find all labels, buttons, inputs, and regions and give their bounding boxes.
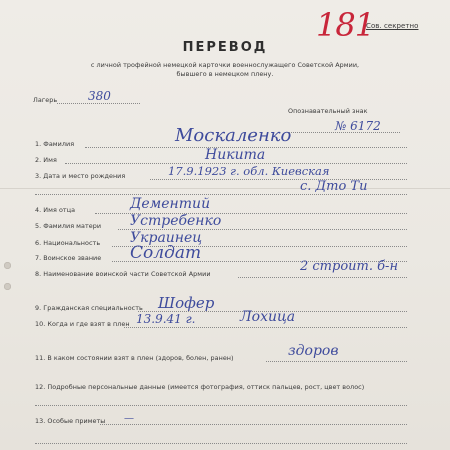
field-name-value: Никита <box>205 147 266 163</box>
stamp-number: 181 <box>316 6 375 44</box>
field-profession-value: Шофер <box>158 294 215 312</box>
paper-fold <box>0 188 450 189</box>
field-condition-label: 11. В каком состоянии взят в плен (здоров, болен, ранен) <box>35 354 234 362</box>
field-capture-label: 10. Когда и где взят в плен <box>35 320 130 328</box>
punch-hole <box>4 283 11 290</box>
field-name-label: 2. Имя <box>35 156 57 164</box>
document-subtitle: с личной трофейной немецкой карточки военнослужащего Советской Армии, <box>90 61 360 69</box>
field-condition-value: здоров <box>288 343 339 359</box>
field-birth-place-value: с. Дто Ти <box>300 179 368 194</box>
field-rank-label: 7. Воинское звание <box>35 254 102 262</box>
field-capture-date-value: 13.9.41 г. <box>136 312 196 326</box>
field-rank-value: Солдат <box>130 243 202 263</box>
id-mark-label: Опознавательный знак <box>288 107 368 115</box>
document-title: ПЕРЕВОД <box>182 40 268 55</box>
field-unit-value: 2 строит. б-н <box>300 259 399 274</box>
document-subtitle-2: бывшего в немецком плену. <box>176 70 274 78</box>
field-profession-label: 9. Гражданская специальность <box>35 304 143 312</box>
field-personal-data-label: 12. Подробные персональные данные (имеется фотография, оттиск пальцев, рост, цвет волос) <box>35 383 365 391</box>
field-marks-value: — <box>124 413 134 424</box>
field-father-label: 4. Имя отца <box>35 206 76 214</box>
field-unit-label: 8. Наименование воинской части Советской Армии <box>35 270 211 278</box>
punch-hole <box>4 262 11 269</box>
field-mother-label: 5. Фамилия матери <box>35 222 102 230</box>
id-mark-value: № 6172 <box>335 119 381 133</box>
field-birth-label: 3. Дата и место рождения <box>35 172 126 180</box>
field-capture-place-value: Лохица <box>240 309 296 325</box>
field-nationality-value: Украинец <box>130 230 203 246</box>
field-surname-value: Москаленко <box>175 125 292 146</box>
field-father-value: Дементий <box>130 196 211 212</box>
field-mother-value: Устребенко <box>130 213 222 229</box>
field-marks-label: 13. Особые приметы <box>35 417 106 425</box>
camp-label: Лагерь <box>33 96 58 104</box>
secrecy-mark: Сов. секретно <box>366 22 419 30</box>
field-surname-label: 1. Фамилия <box>35 140 75 148</box>
field-birth-value: 17.9.1923 г. обл. Киевская <box>168 164 330 178</box>
field-nationality-label: 6. Национальность <box>35 239 101 247</box>
camp-value: 380 <box>88 89 111 103</box>
